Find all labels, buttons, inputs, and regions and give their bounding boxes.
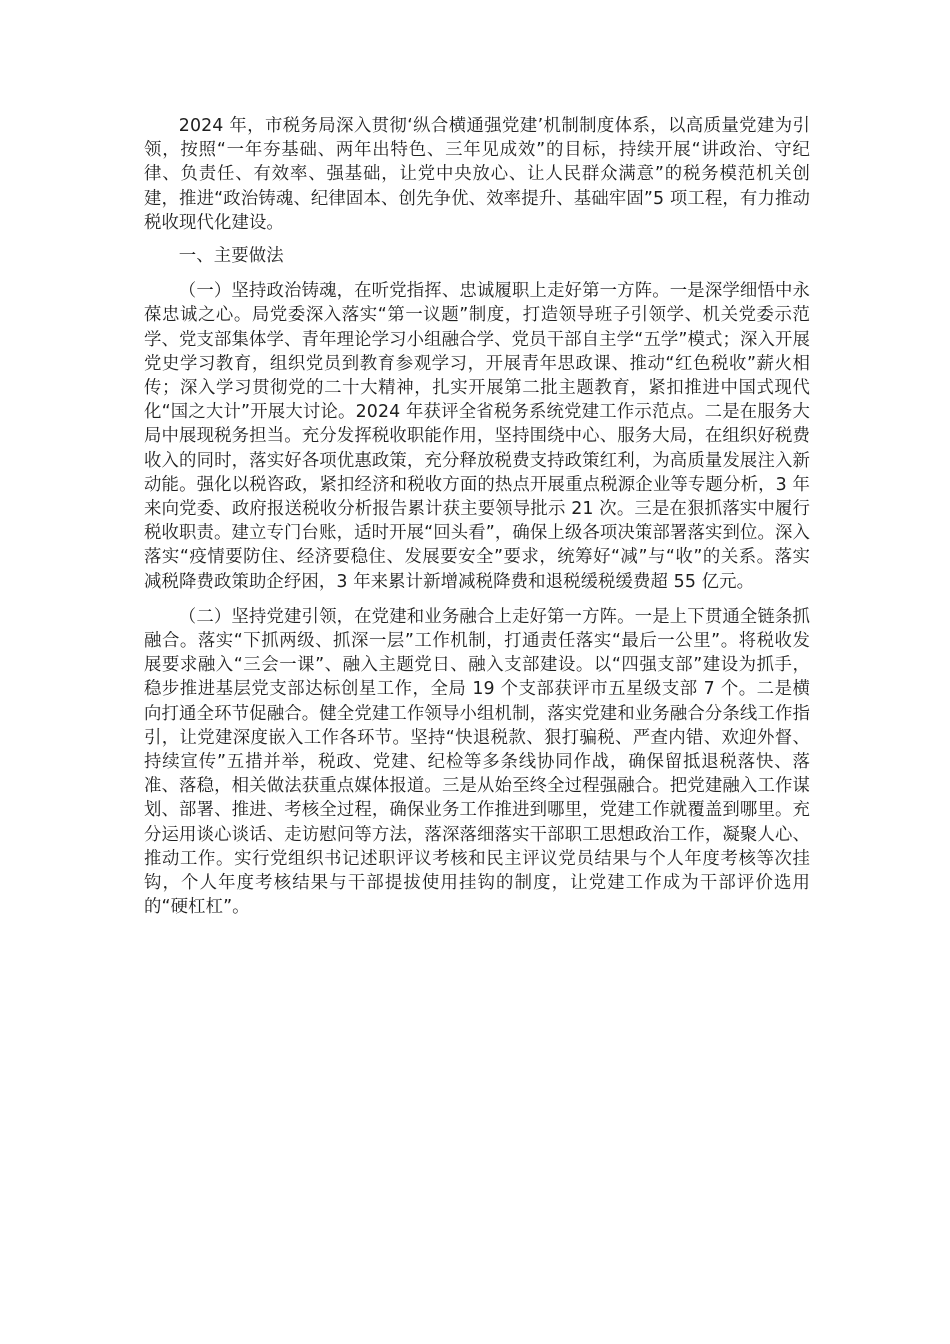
- body-paragraph-political: （一）坚持政治铸魂，在听党指挥、忠诚履职上走好第一方阵。一是深学细悟中永葆忠诚之心。局党委深入落实“第一议题”制度，打造领导班子引领学、机关党委示范学、党支部集体学、青年理论学习小组融合学、党员干部自主学“五学”模式；深入开展党史学习教育，组织党员到教育参观学习，开展青年思政课、推动“红色税收”薪火相传；深入学习贯彻党的二十大精神，扎实开展第二批主题教育，紧扣推进中国式现代化“国之大计”开展大讨论。2024 年获评全省税务系统党建工作示范点。二是在服务大局中展现税务担当。充分发挥税收职能作用，坚持围绕中心、服务大局，在组织好税费收入的同时，落实好各项优惠政策，充分释放税费支持政策红利，为高质量发展注入新动能。强化以税咨政，紧扣经济和税收方面的热点开展重点税源企业等专题分析，3 年来向党委、政府报送税收分析报告累计获主要领导批示 21 次。三是在狠抓落实中履行税收职责。建立专门台账，适时开展“回头看”，确保上级各项决策部署落实到位。深入落实“疫情要防住、经济要稳住、发展要安全”要求，统筹好“减”与“收”的关系。落实减税降费政策助企纾困，3 年来累计新增减税降费和退税缓税缓费超 55 亿元。: [144, 281, 810, 592]
- body-paragraph-party-building: （二）坚持党建引领，在党建和业务融合上走好第一方阵。一是上下贯通全链条抓融合。落实“下抓两级、抓深一层”工作机制，打通责任落实“最后一公里”。将税收发展要求融入“三会一课”、融入主题党日、融入支部建设。以“四强支部”建设为抓手，稳步推进基层党支部达标创星工作，全局 19 个支部获评市五星级支部 7 个。二是横向打通全环节促融合。健全党建工作领导小组机制，落实党建和业务融合分条线工作指引，让党建深度嵌入工作各环节。坚持“快退税款、狠打骗税、严查内错、欢迎外督、持续宣传”五措并举，税政、党建、纪检等多条线协同作战，确保留抵退税落快、落准、落稳，相关做法获重点媒体报道。三是从始至终全过程强融合。把党建融入工作谋划、部署、推进、考核全过程，确保业务工作推进到哪里，党建工作就覆盖到哪里。充分运用谈心谈话、走访慰问等方法，落深落细落实干部职工思想政治工作，凝聚人心、推动工作。实行党组织书记述职评议考核和民主评议党员结果与个人年度考核等次挂钩，个人年度考核结果与干部提拔使用挂钩的制度，让党建工作成为干部评价选用的“硬杠杠”。: [144, 606, 810, 918]
- section-heading: 一、主要做法: [178, 246, 284, 267]
- intro-paragraph: 2024 年，市税务局深入贯彻‘纵合横通强党建’机制制度体系，以高质量党建为引领，按照“一年夯基础、两年出特色、三年见成效”的目标，持续开展“讲政治、守纪律、负责任、有效率、强基础，让党中央放心、让人民群众满意”的税务模范机关创建，推进“政治铸魂、纪律固本、创先争优、效率提升、基础牢固”5 项工程，有力推动税收现代化建设。: [144, 116, 810, 233]
- document-page: [144, 114, 810, 920]
